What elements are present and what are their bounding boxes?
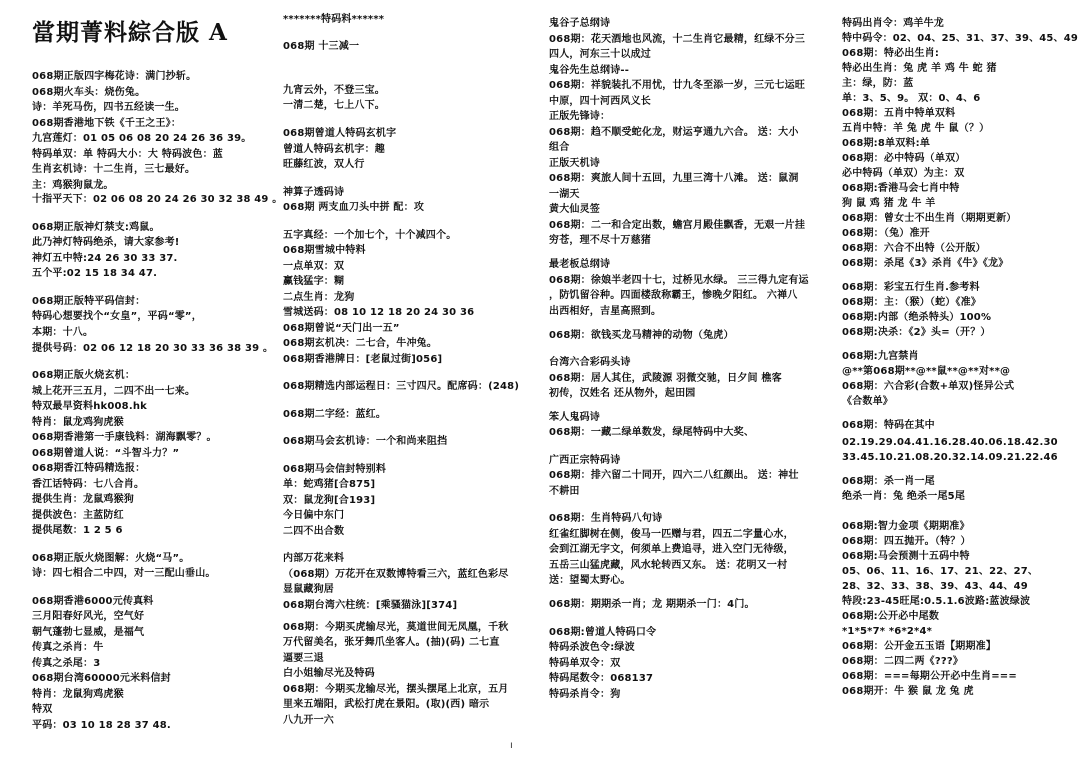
text-line: 五肖中特：羊 兔 虎 牛 鼠（？） [842,123,990,134]
text-line: 诗：羊死马伤，四书五经读一生。 [32,102,185,113]
text-line: 068期：杀一肖一尾 [842,476,935,487]
text-line: 提供波色：主蓝防红 [32,510,124,521]
text-line: 鬼谷先生总纲诗-- [549,65,630,76]
text-line: 特肖：龙鼠狗鸡虎猴 [32,689,124,700]
text-line: 068期：徐娘半老四十七，过桥见水绿。 三三得九定有运 [549,275,809,286]
text-line: 雪城送码：08 10 12 18 20 24 30 36 [283,307,475,318]
text-line: 九宫莲灯：01 05 06 08 20 24 26 36 39。 [32,133,252,144]
text-line: 068期香港地下铁《千王之王》： [32,118,182,129]
text-line: 068期曾说“天门出一五” [283,323,400,334]
text-line: 068期精选内部运程日：三寸四尺。配席码：(248) [283,381,520,392]
text-line: 068期：二四二两《???》 [842,656,964,667]
text-line: ，防饥留谷种。四面楼敌称霸王，惨晚夕阳红。 六禅八 [549,290,798,301]
text-line: 068期：二一和合定出数，蟾宫月殿佳飘香，无艰一片挂 [549,220,806,231]
text-line: 068期：六合不出特（公开版） [842,243,986,254]
text-line: 赢钱猛字：糊 [283,276,345,287]
text-line: 此乃神灯特码绝杀，请大家参考! [32,237,180,248]
text-line: 068期：一藏二绿单数发，绿尾特码中大奖、 [549,427,755,438]
text-line: 四人，河东三十以成过 [549,49,651,60]
text-line: 068期:香港马会七肖中特 [842,183,960,194]
text-line: 中原，四十河西风义长 [549,96,651,107]
text-line: 一湖天 [549,189,580,200]
text-line: 单：蛇鸡猪[合875] [283,479,376,490]
text-line: 068期：生肖特码八句诗 [549,513,663,524]
text-line: 068期：趋不顺受蛇化龙，财运亨通九六合。 送：大小 [549,127,799,138]
text-line: 特中码令：02、04、25、31、37、39、45、49 [842,33,1078,44]
text-line: 笨人鬼码诗 [549,412,600,423]
text-line: 二四不出合数 [283,526,345,537]
text-line: 068期开：牛 猴 鼠 龙 兔 虎 [842,686,974,697]
text-line: 神灯五中特:24 26 30 33 37. [32,253,178,264]
column-2 [283,0,545,762]
text-line: 一点单双：双 [283,261,345,272]
text-line: 068期：期期杀一肖；龙 期期杀一门：4门。 [549,599,755,610]
text-line: 068期二字经：蓝红。 [283,409,387,420]
text-line: 城上花开三五月，二四不出一七来。 [32,386,196,397]
text-line: 狗 鼠 鸡 猪 龙 牛 羊 [842,198,936,209]
text-line: 出西相好，吉星高照到。 [549,306,662,317]
text-line: 068期:九宫禁肖 [842,351,919,362]
text-line: 穷苍，理不尽十万慈猪 [549,235,651,246]
text-line: 068期:马会预测十五码中特 [842,551,970,562]
text-line: 068期：（兔）准开 [842,228,930,239]
text-line: 068期正版火烧图解：火烧“马”。 [32,553,190,564]
text-line: 主：鸡猴狗鼠龙。 [32,180,114,191]
text-line: 正版天机诗 [549,158,600,169]
text-line: 28、32、33、38、39、43、44、49 [842,581,1028,592]
text-line: 组合 [549,142,570,153]
text-line: 特码单双：单 特码大小：大 特码波色：蓝 [32,149,223,160]
text-line: 068期正版神灯禁支:鸡鼠。 [32,222,160,233]
text-line: 黄大仙灵签 [549,204,600,215]
text-line: 十指平天下：02 06 08 20 24 26 30 32 38 49 。 [32,194,283,205]
text-line: 068期台湾六柱统：[乘骚猫泳][374] [283,600,458,611]
text-line: 068期：主：（猴）（蛇）《准》 [842,297,982,308]
text-line: 068期正版特平码信封： [32,296,146,307]
text-line: 33.45.10.21.08.20.32.14.09.21.22.46 [842,452,1058,463]
text-line: 提供号码：02 06 12 18 20 30 33 36 38 39 。 [32,343,274,354]
text-line: 正版先锋诗： [549,111,611,122]
column-1 [32,0,282,762]
text-line: 广西正宗特码诗 [549,455,621,466]
text-line: 068期:曾道人特码口令 [549,627,657,638]
text-line: 特码单双令：双 [549,658,621,669]
text-line: 生肖玄机诗：十二生肖，三七最好。 [32,164,196,175]
page-title: 當期菁料綜合版 A [32,19,228,46]
text-line: 《合数单》 [842,396,893,407]
column-4 [842,0,1078,762]
text-line: 特双最早资料hk008.hk [32,401,148,412]
text-line: 五岳三山猛虎藏，风水轮转西又东。 送：花明又一村 [549,560,788,571]
text-line: 特码出肖令：鸡羊牛龙 [842,18,944,29]
text-line: 068期:8单双料:单 [842,138,931,149]
text-line: 特必出生肖：兔 虎 羊 鸡 牛 蛇 猪 [842,63,997,74]
text-line: @**第068期**@**鼠**@**对**@ [842,366,1011,377]
text-line: 一清二楚，七上八下。 [283,100,385,111]
text-line: 068期马会玄机诗：一个和尚来阻挡 [283,436,448,447]
text-line: 必中特码（单双）为主：双 [842,168,965,179]
text-line: 068期：排六留二十同开，四六二八红颜出。 送：神壮 [549,470,799,481]
text-line: 068期：===每期公开必中生肖=== [842,671,1017,682]
text-line: 绝杀一肖：兔 绝杀一尾5尾 [842,491,966,502]
text-line: 白小姐输尽光及特码 [283,668,375,679]
text-line: 显鼠藏狗居 [283,584,334,595]
text-line: 068期:智力金项《期期准》 [842,521,970,532]
text-line: 会到江湖无字文，何须单上费追寻，进入空门无待级， [549,544,794,555]
text-line: 初传，汉姓名 还从物外，起田园 [549,388,696,399]
text-line: 02.19.29.04.41.16.28.40.06.18.42.30 [842,437,1058,448]
text-line: 068期曾道人说：“斗智斗力？” [32,448,180,459]
text-line: 提供尾数：1 2 5 6 [32,525,123,536]
text-line: 068期：花天酒地也风流，十二生肖它最精，红绿不分三 [549,34,806,45]
text-line: 神算子透码诗 [283,187,345,198]
text-line: 068期：特必出生肖: [842,48,940,59]
text-line: 068期台湾60000元米料信封 [32,673,171,684]
text-line: 068期香港牌日：[老鼠过街]056] [283,354,443,365]
text-line: 068期曾道人特码玄机字 [283,128,397,139]
text-line: 068期 两支血刀头中拼 配：攻 [283,202,425,213]
text-line: 今日偏中东门 [283,510,345,521]
text-line: 单：3、5、9。 双：0、4、6 [842,93,981,104]
text-line: 特肖：鼠龙鸡狗虎猴 [32,417,124,428]
text-line: 提供生肖：龙鼠鸡猴狗 [32,494,134,505]
text-line: 068期：彩宝五行生肖.参考料 [842,282,980,293]
text-line: 红雀红脚树在侧，俊马一匹赠与君，四五二字量心水， [549,529,794,540]
text-line: 里来五端阳，武松打虎在景阳。(取)(西) 暗示 [283,699,490,710]
text-line: 068期:内部（绝杀特头）100% [842,312,992,323]
text-line: 九宵云外，不登三宝。 [283,85,385,96]
text-line: 068期正版火烧玄机： [32,370,136,381]
text-line: 二点生肖：龙狗 [283,292,355,303]
text-line: 曾道人特码玄机字：趣 [283,144,385,155]
text-line: 台湾六合彩码头诗 [549,357,631,368]
text-line: 传真之杀肖：牛 [32,642,104,653]
text-line: 五字真经：一个加七个，十个减四个。 [283,230,457,241]
text-line: 068期：曾女士不出生肖（期期更新） [842,213,1017,224]
text-line: 068期香港第一手康钱料：湖海飘零？。 [32,432,217,443]
text-line: （068期）万花开在双数博特看三六，蓝红色彩尽 [283,569,509,580]
text-line: 三月阳春好风光，空气好 [32,611,145,622]
column-3 [549,0,837,762]
text-line: 068期正版四字梅花诗：满门抄斩。 [32,71,197,82]
text-line: 068期：六合彩(合数+单双)怪异公式 [842,381,1015,392]
text-line: 068期：今期买龙输尽光，摆头摆尾上北京，五月 [283,684,509,695]
text-line: 068期：祥貌装扎不用忧，廿九冬至添一岁，三元七运旺 [549,80,806,91]
text-line: 068期香江特码精选报： [32,463,146,474]
text-line: 068期：必中特码（单双） [842,153,966,164]
text-line: 068期:决杀：《2》头=（开？） [842,327,991,338]
text-line: 特码尾数令：068137 [549,673,654,684]
text-line: 068期香港6000元传真料 [32,596,154,607]
text-line: 068期：爽旅人间十五回，九里三湾十八滩。 送：鼠洞 [549,173,799,184]
text-line: 068期火车头：烧伤兔。 [32,87,146,98]
text-line: 逼要三退 [283,653,324,664]
text-line: 诗：四七相合二中四，对一三配山垂山。 [32,568,216,579]
text-line: 068期：欲钱买龙马精神的动物（兔虎） [549,330,734,341]
text-line: 万代留美名，张牙舞爪坐客人。(抽)(码) 二七直 [283,637,500,648]
text-line: 068期：四五抛开。（特？） [842,536,971,547]
scan-speck: ı [510,740,513,751]
text-line: 068期 十三减一 [283,41,360,52]
text-line: 068期：杀尾《3》杀肖《牛》《龙》 [842,258,1009,269]
text-line: 最老板总纲诗 [549,259,611,270]
text-line: 八九开一六 [283,715,334,726]
text-line: 068期：五肖中特单双料 [842,108,956,119]
text-line: 068期：今期买虎输尽光，莫道世间无凤凰，千秋 [283,622,509,633]
text-line: 旺藤红波，双人行 [283,159,365,170]
text-line: 平码：03 10 18 28 37 48. [32,720,171,731]
text-line: 068期雪城中特料 [283,245,366,256]
text-line: 05、06、11、16、17、21、22、27、 [842,566,1039,577]
text-line: 送：望蜀太野心。 [549,575,631,586]
text-line: 不耕田 [549,486,580,497]
text-line: 特码杀肖令：狗 [549,689,621,700]
text-line: 068期玄机决：二七合，牛冲兔。 [283,338,438,349]
text-line: 068期：特码在其中 [842,420,935,431]
section-heading: *******特码料****** [283,14,385,25]
text-line: 朝气蓬勃七显威，是福气 [32,627,145,638]
text-line: *1*5*7* *6*2*4* [842,626,933,637]
text-line: 特码杀波色令:绿波 [549,642,635,653]
text-line: 内部万花来料 [283,553,345,564]
text-line: 特双 [32,704,53,715]
text-line: 068期马会信封特别料 [283,464,387,475]
text-line: 主：绿，防：蓝 [842,78,914,89]
text-line: 香江话特码：七八合肖。 [32,479,145,490]
text-line: 068期:公开必中尾数 [842,611,940,622]
text-line: 特段:23-45旺尾:0.5.1.6波路:蓝波绿波 [842,596,1031,607]
text-line: 特码心想要找个“女皇”，平码“零”， [32,311,202,322]
text-line: 068期：公开金五玉语【期期准】 [842,641,997,652]
text-line: 五个平:02 15 18 34 47. [32,268,158,279]
text-line: 本期：十八。 [32,327,94,338]
text-line: 双：鼠龙狗[合193] [283,495,376,506]
text-line: 鬼谷子总纲诗 [549,18,611,29]
text-line: 068期：居人其住，武陵源 羽微交驰，日夕间 樵客 [549,373,782,384]
text-line: 传真之杀尾：3 [32,658,101,669]
